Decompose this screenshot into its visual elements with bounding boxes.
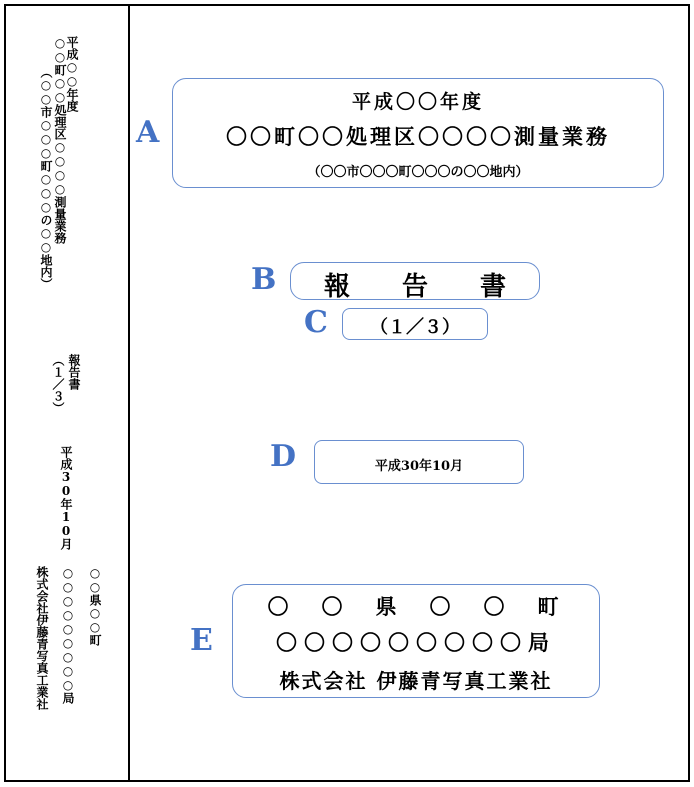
spine-title-line-2: ○○町○○処理区○○○○測量業務 <box>53 36 67 244</box>
spine-issuer-bureau: ○○○○○○○○○局 <box>61 566 75 704</box>
volume-number: （１／３） <box>370 317 460 338</box>
label-d: D <box>270 439 297 474</box>
fiscal-year: 平成〇〇年度 <box>351 91 484 113</box>
date-box <box>314 440 524 484</box>
project-location: （〇〇市〇〇〇町〇〇〇の〇〇地内） <box>307 165 529 180</box>
project-name: 〇〇町〇〇処理区〇〇〇〇測量業務 <box>226 124 610 149</box>
volume-box <box>342 308 488 340</box>
spine-report-title: 報告書 <box>67 354 81 390</box>
label-b: B <box>251 262 277 297</box>
spine-date: 平成30年10月 <box>59 446 73 550</box>
label-c: C <box>304 305 328 340</box>
spine-volume: （１／３） <box>51 354 65 414</box>
label-e: E <box>190 623 213 658</box>
spine-issuer-town: ○○県○○町 <box>88 566 102 646</box>
issuer-company: 株式会社 伊藤青写真工業社 <box>279 669 553 693</box>
spine-divider <box>128 4 130 782</box>
spine-title-line-1: 平成○○年度 <box>65 36 79 112</box>
issuer-prefecture-town: 〇 〇 県 〇 〇 町 <box>267 594 565 619</box>
report-title: 報 告 書 <box>323 272 506 302</box>
label-a: A <box>136 115 160 150</box>
issuer-box <box>232 584 600 698</box>
spine-issuer-company: 株式会社伊藤青写真工業社 <box>35 566 49 710</box>
issuer-bureau: 〇〇〇〇〇〇〇〇〇局 <box>276 630 556 655</box>
spine-title-line-3: （○○市○○○町○○○の○○地内） <box>39 66 53 290</box>
report-title-box <box>290 262 540 300</box>
title-box-a <box>172 78 664 188</box>
report-date: 平成30年10月 <box>374 459 464 474</box>
